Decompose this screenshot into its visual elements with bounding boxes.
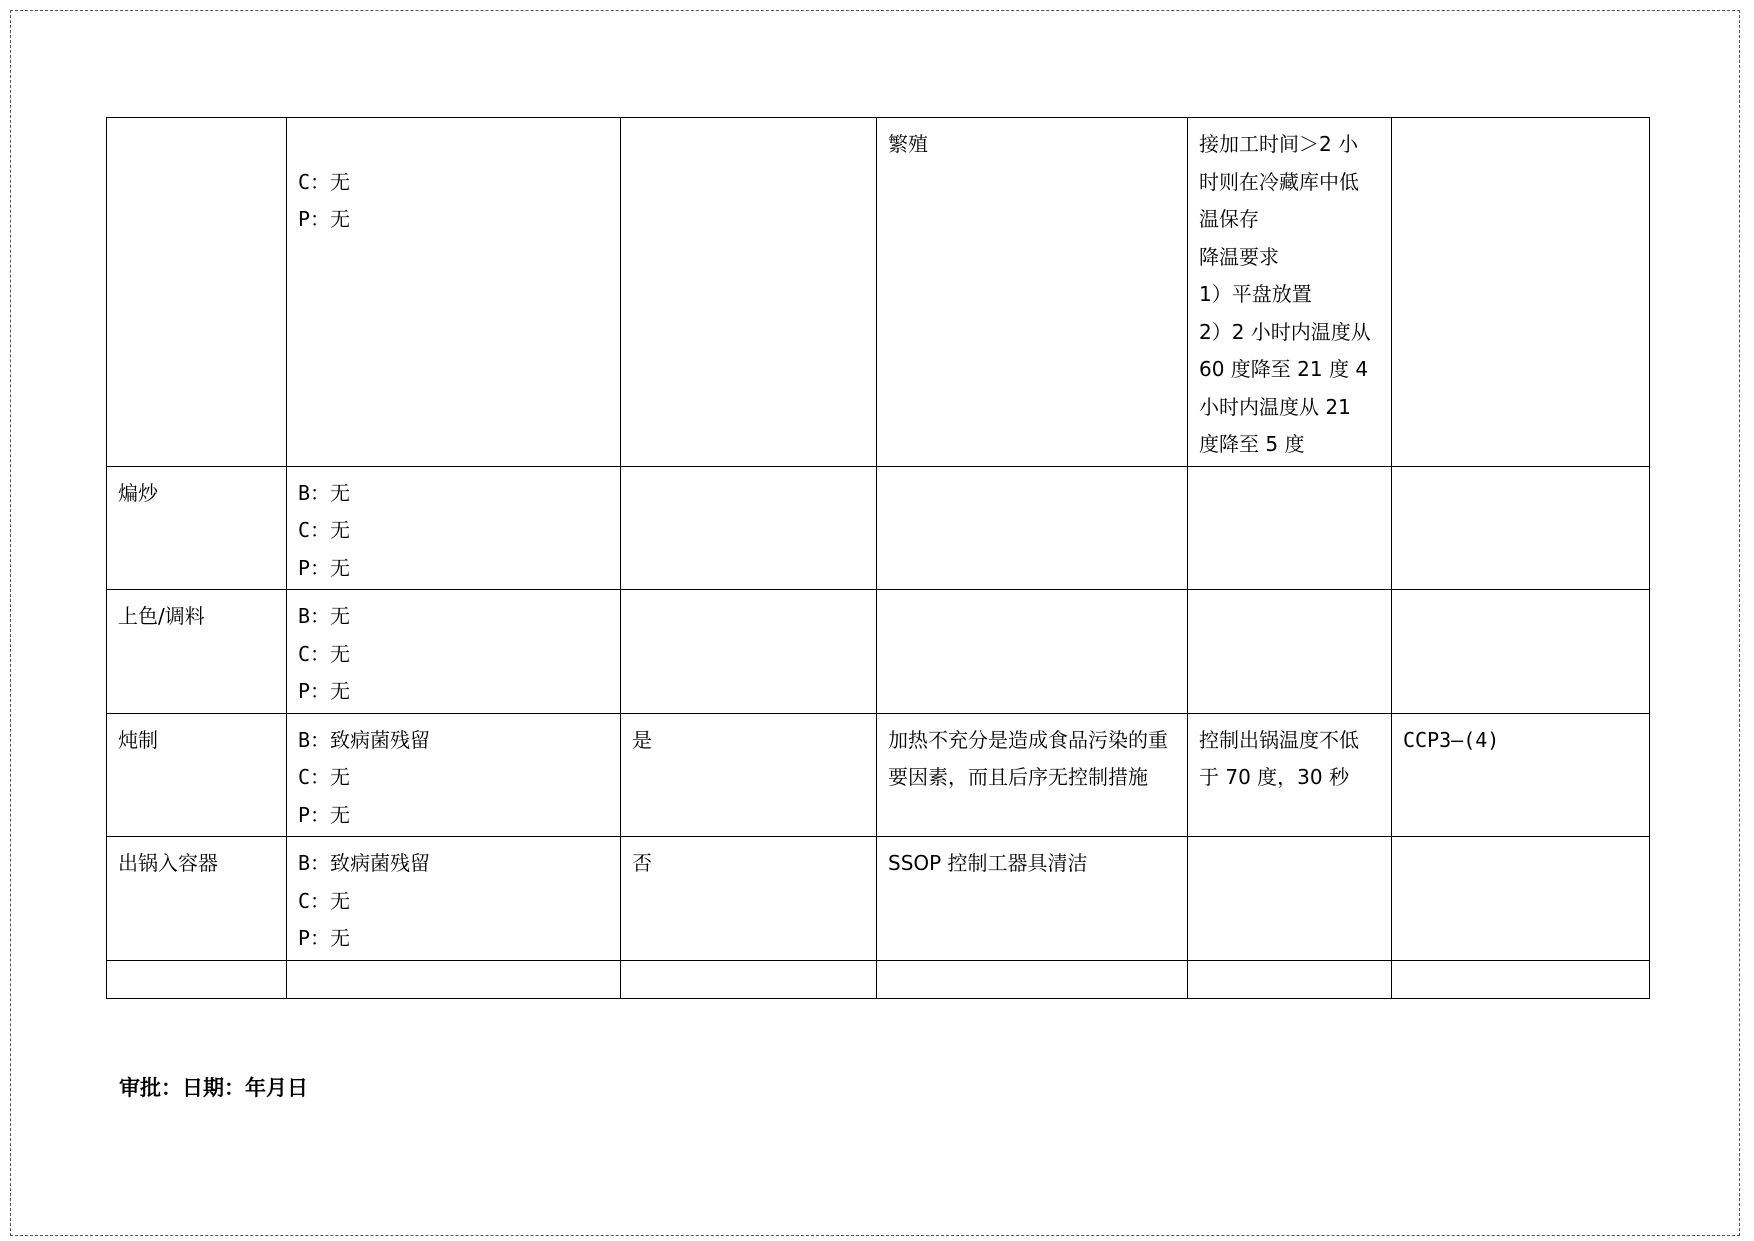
control-line: 降温要求 — [1199, 244, 1279, 269]
process-step-cell — [107, 118, 287, 467]
significant-cell — [621, 837, 877, 961]
control-measures-cell — [1188, 118, 1392, 467]
hazard-physical: P：无 — [298, 926, 351, 950]
hazard-analysis-table — [106, 117, 1650, 999]
justification-cell — [877, 118, 1188, 467]
control-line: 度降至 5 度 — [1199, 432, 1305, 456]
table-row — [107, 837, 1650, 961]
hazard-biological: B：致病菌残留 — [298, 851, 431, 875]
hazard-chemical: C：无 — [298, 888, 351, 913]
hazards-cell — [287, 960, 621, 998]
control-measures-cell — [1188, 960, 1392, 998]
significant-value: 是 — [632, 727, 652, 752]
significant-cell — [621, 713, 877, 837]
justification-cell — [877, 466, 1188, 590]
control-line: 于 70 度，30 秒 — [1199, 765, 1349, 789]
control-line: 接加工时间＞2 小 — [1199, 132, 1359, 156]
hazards-cell — [287, 713, 621, 837]
control-line: 60 度降至 21 度 4 — [1199, 357, 1369, 381]
ccp-cell — [1392, 713, 1650, 837]
table-row — [107, 118, 1650, 467]
control-measures-cell — [1188, 837, 1392, 961]
ccp-cell — [1392, 466, 1650, 590]
significant-cell — [621, 960, 877, 998]
control-line: 2）2 小时内温度从 — [1199, 319, 1371, 344]
process-step-cell — [107, 466, 287, 590]
hazard-physical: P：无 — [298, 679, 351, 703]
justification-cell — [877, 713, 1188, 837]
process-step-cell — [107, 590, 287, 714]
ccp-value: CCP3—(4) — [1403, 727, 1500, 752]
process-step-cell — [107, 837, 287, 961]
table-row — [107, 960, 1650, 998]
hazards-cell — [287, 118, 621, 467]
process-step-cell — [107, 960, 287, 998]
control-measures-cell — [1188, 466, 1392, 590]
justification-text: 繁殖 — [888, 132, 928, 156]
ccp-cell — [1392, 960, 1650, 998]
ccp-cell — [1392, 590, 1650, 714]
control-measures-cell — [1188, 713, 1392, 837]
control-line: 温保存 — [1199, 207, 1259, 231]
hazard-physical: P：无 — [298, 555, 351, 580]
hazards-cell — [287, 466, 621, 590]
process-step-cell — [107, 713, 287, 837]
process-step: 煸炒 — [118, 480, 158, 505]
hazard-chemical: C：无 — [298, 765, 351, 789]
process-step: 上色/调料 — [118, 604, 205, 628]
significant-value: 否 — [632, 851, 652, 875]
hazard-biological: B：无 — [298, 480, 351, 505]
table-row — [107, 713, 1650, 837]
control-line: 时则在冷藏库中低 — [1199, 169, 1359, 194]
hazard-chemical: C：无 — [298, 641, 351, 666]
control-line: 小时内温度从 21 — [1199, 394, 1351, 419]
hazards-cell — [287, 837, 621, 961]
control-line: 控制出锅温度不低 — [1199, 727, 1359, 752]
justification-cell — [877, 837, 1188, 961]
hazard-chemical: C：无 — [298, 518, 351, 542]
significant-cell — [621, 590, 877, 714]
justification-cell — [877, 960, 1188, 998]
hazard-biological: B：无 — [298, 604, 351, 628]
process-step: 炖制 — [118, 727, 158, 752]
ccp-cell — [1392, 118, 1650, 467]
hazard-biological: B：致病菌残留 — [298, 727, 431, 752]
process-step: 出锅入容器 — [118, 851, 218, 875]
justification-cell — [877, 590, 1188, 714]
control-line: 1）平盘放置 — [1199, 282, 1312, 306]
hazard-biological — [298, 126, 609, 164]
hazards-cell — [287, 590, 621, 714]
significant-cell — [621, 466, 877, 590]
hazard-chemical: C：无 — [298, 169, 351, 194]
approval-footer: 审批：日期：年月日 — [119, 1076, 308, 1100]
hazard-physical: P：无 — [298, 207, 351, 231]
table-row — [107, 590, 1650, 714]
table-row — [107, 466, 1650, 590]
hazard-physical: P：无 — [298, 802, 351, 827]
ccp-cell — [1392, 837, 1650, 961]
justification-text: SSOP 控制工器具清洁 — [888, 851, 1088, 875]
justification-text: 加热不充分是造成食品污染的重要因素，而且后序无控制措施 — [888, 727, 1168, 789]
significant-cell — [621, 118, 877, 467]
control-measures-cell — [1188, 590, 1392, 714]
